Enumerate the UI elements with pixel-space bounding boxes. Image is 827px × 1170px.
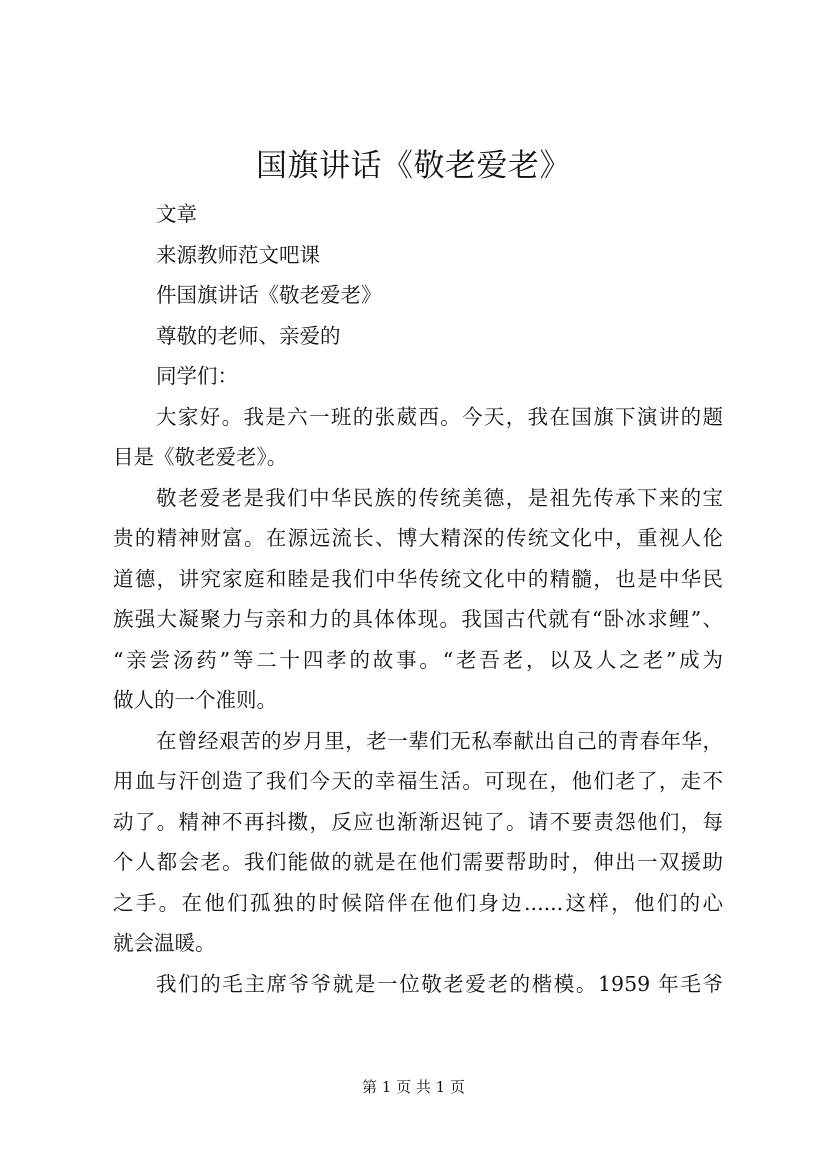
text-line: 族强大凝聚力与亲和力的具体体现。我国古代就有“卧冰求鲤”、: [113, 607, 723, 631]
text-line: 尊敬的老师、亲爱的: [156, 323, 341, 348]
text-line: 来源教师范文吧课: [156, 242, 320, 267]
document-title: 国旗讲话《敬老爱老》: [256, 148, 571, 184]
text-line: “亲尝汤药”等二十四孝的故事。“老吾老，以及人之老”成为: [113, 647, 723, 672]
text-line: 文章: [156, 202, 197, 226]
page-footer: 第 1 页 共 1 页: [362, 1078, 465, 1096]
text-line: 就会温暖。: [113, 931, 216, 955]
text-line: 做人的一个准则。: [113, 688, 277, 712]
paragraph: [113, 397, 723, 478]
text-line: 贵的精神财富。在源远流长、博大精深的传统文化中，重视人伦: [113, 526, 723, 550]
text-line: 道德，讲究家庭和睦是我们中华传统文化中的精髓，也是中华民: [113, 566, 723, 591]
text-line: 在曾经艰苦的岁月里，老一辈们无私奉献出自己的青春年华，: [156, 728, 723, 753]
text-line: 大家好。我是六一班的张葳西。今天，我在国旗下演讲的题: [156, 404, 723, 429]
document-body: [113, 194, 723, 1004]
paragraph: [113, 964, 723, 1005]
text-line: 动了。精神不再抖擞，反应也渐渐迟钝了。请不要责怨他们，每: [113, 809, 723, 834]
text-line: 用血与汗创造了我们今天的幸福生活。可现在，他们老了，走不: [113, 769, 723, 793]
text-line: 件国旗讲话《敬老爱老》: [156, 283, 382, 307]
text-line: 目是《敬老爱老》。: [113, 445, 288, 469]
text-line: 敬老爱老是我们中华民族的传统美德，是祖先传承下来的宝: [156, 485, 723, 510]
paragraph: [113, 478, 723, 721]
text-line: 之手。在他们孤独的时候陪伴在他们身边......这样，他们的心: [113, 890, 723, 915]
paragraph: [113, 721, 723, 964]
text-line: 个人都会老。我们能做的就是在他们需要帮助时，伸出一双援助: [113, 850, 723, 874]
text-line: 我们的毛主席爷爷就是一位敬老爱老的楷模。1959 年毛爷: [156, 971, 723, 996]
text-line: 同学们：: [156, 364, 238, 388]
